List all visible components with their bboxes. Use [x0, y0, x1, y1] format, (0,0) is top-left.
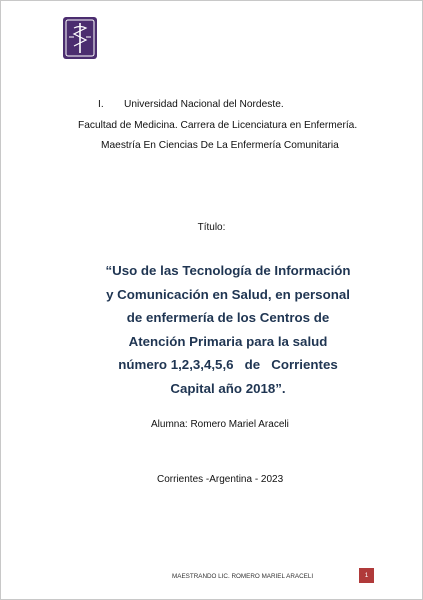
thesis-title-line: número 1,2,3,4,5,6 de Corrientes	[118, 357, 338, 373]
thesis-title-line: “Uso de las Tecnología de Información	[105, 263, 351, 278]
thesis-title-line: de enfermería de los Centros de	[126, 310, 330, 326]
faculty-name: Facultad de Medicina. Carrera de Licenciatura en Enfermería.	[78, 120, 358, 131]
thesis-title-line: Capital año 2018”.	[170, 380, 286, 396]
title-label: Título:	[197, 222, 226, 233]
footer-author: MAESTRANDO LIC. ROMERO MARIEL ARACELI	[172, 573, 314, 580]
thesis-title	[60, 259, 396, 401]
author-name: Alumna: Romero Mariel Araceli	[151, 419, 289, 430]
university-crest-icon	[63, 17, 97, 59]
university-name: Universidad Nacional del Nordeste.	[124, 99, 284, 110]
masters-program: Maestría En Ciencias De La Enfermería Comunitaria	[101, 140, 339, 151]
page-number-badge: 1	[359, 568, 374, 583]
thesis-title-line: Atención Primaria para la salud	[128, 333, 328, 349]
thesis-title-line: y Comunicación en Salud, en personal	[106, 286, 350, 302]
section-numeral: I.	[98, 99, 104, 110]
place-and-year: Corrientes -Argentina - 2023	[157, 474, 284, 485]
